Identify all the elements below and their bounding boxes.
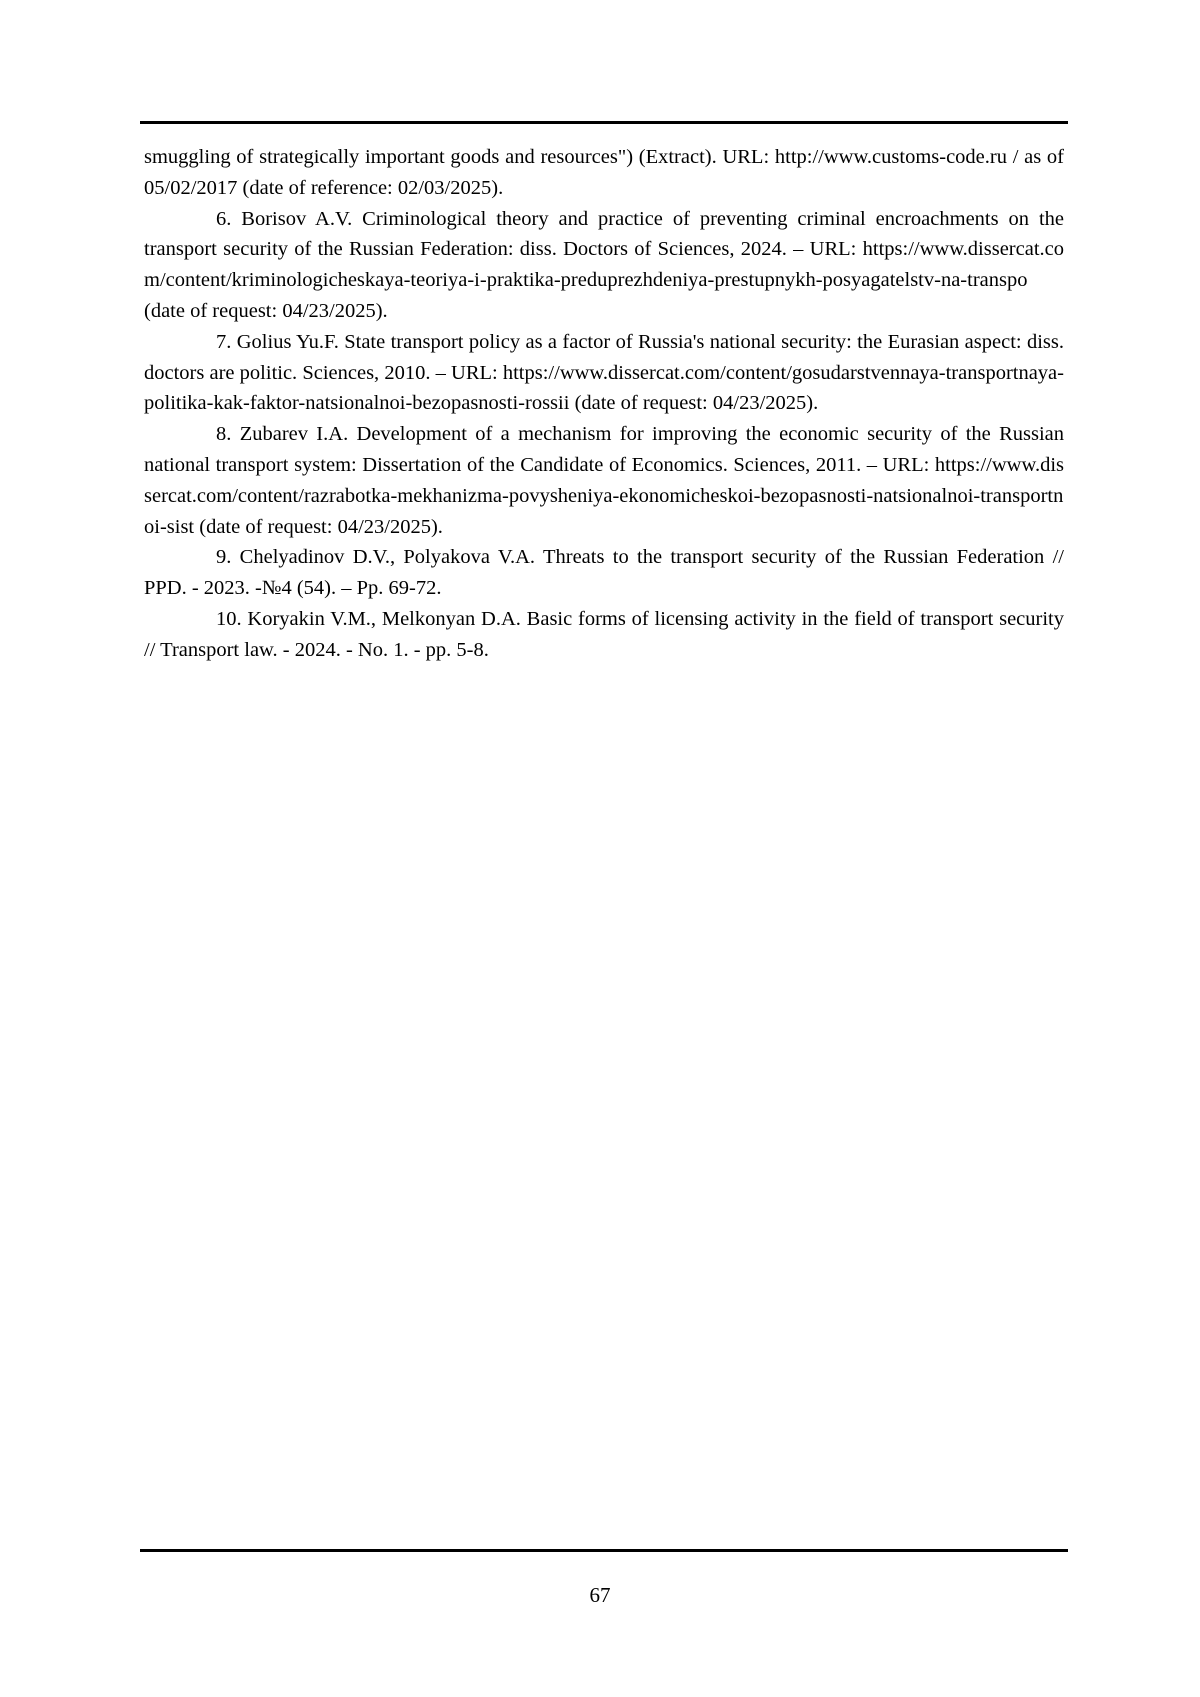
reference-item-7-url[interactable]: https://www.dissercat.com/content/gosudarstvennaya-transportnaya-politika-kak-faktor-natsionalnoi-bezopasnosti-rossii: [144, 361, 1064, 415]
reference-item-6-text: 6. Borisov A.V. Criminological theory and practice of preventing criminal encroachments on the transport security of the Russian Federation: diss. Doctors of Sciences, 2024. – URL:: [144, 207, 1064, 261]
reference-continuation: smuggling of strategically important goods and resources") (Extract). URL: http://www.customs-code.ru / as of 05/02/2017 (date of reference: 02/03/2025).: [144, 146, 1064, 199]
reference-item-6-url[interactable]: https://www.dissercat.com/content/kriminologicheskaya-teoriya-i-praktika-preduprezhdeniya-prestupnykh-posyagatelstv-na-transpo: [144, 238, 1064, 292]
reference-item-8-tail: (date of request: 04/23/2025).: [194, 515, 443, 538]
reference-item-9: 9. Chelyadinov D.V., Polyakova V.A. Threats to the transport security of the Russian Federation // PPD. - 2023. -№4 (54). – Pp. 69-72.: [144, 546, 1064, 600]
reference-item-6: [144, 204, 1064, 327]
header-rule: [140, 121, 1068, 124]
reference-item-7-tail: (date of request: 04/23/2025).: [569, 392, 819, 415]
reference-item-6-tail: (date of request: 04/23/2025).: [144, 299, 388, 322]
reference-item-10: 10. Koryakin V.M., Melkonyan D.A. Basic forms of licensing activity in the field of transport security // Transport law. - 2024. - No. 1. - pp. 5-8.: [144, 607, 1064, 661]
footer-rule: [140, 1549, 1068, 1552]
reference-item-7-text: 7. Golius Yu.F. State transport policy as a factor of Russia's national security: the Eurasian aspect: diss. doctors are politic. Sciences, 2010. – URL:: [144, 330, 1064, 384]
reference-item-8: [144, 419, 1064, 542]
reference-item-7: [144, 327, 1064, 419]
reference-item-8-url[interactable]: https://www.dissercat.com/content/razrabotka-mekhanizma-povysheniya-ekonomicheskoi-bezopasnosti-natsionalnoi-transportnoi-sist: [144, 453, 1064, 538]
reference-item-8-text: 8. Zubarev I.A. Development of a mechanism for improving the economic security of the Russian national transport system: Dissertation of the Candidate of Economics. Sciences, 2011. – URL:: [144, 423, 1064, 476]
page-number: 67: [589, 1583, 611, 1607]
reference-list: [144, 142, 1064, 666]
